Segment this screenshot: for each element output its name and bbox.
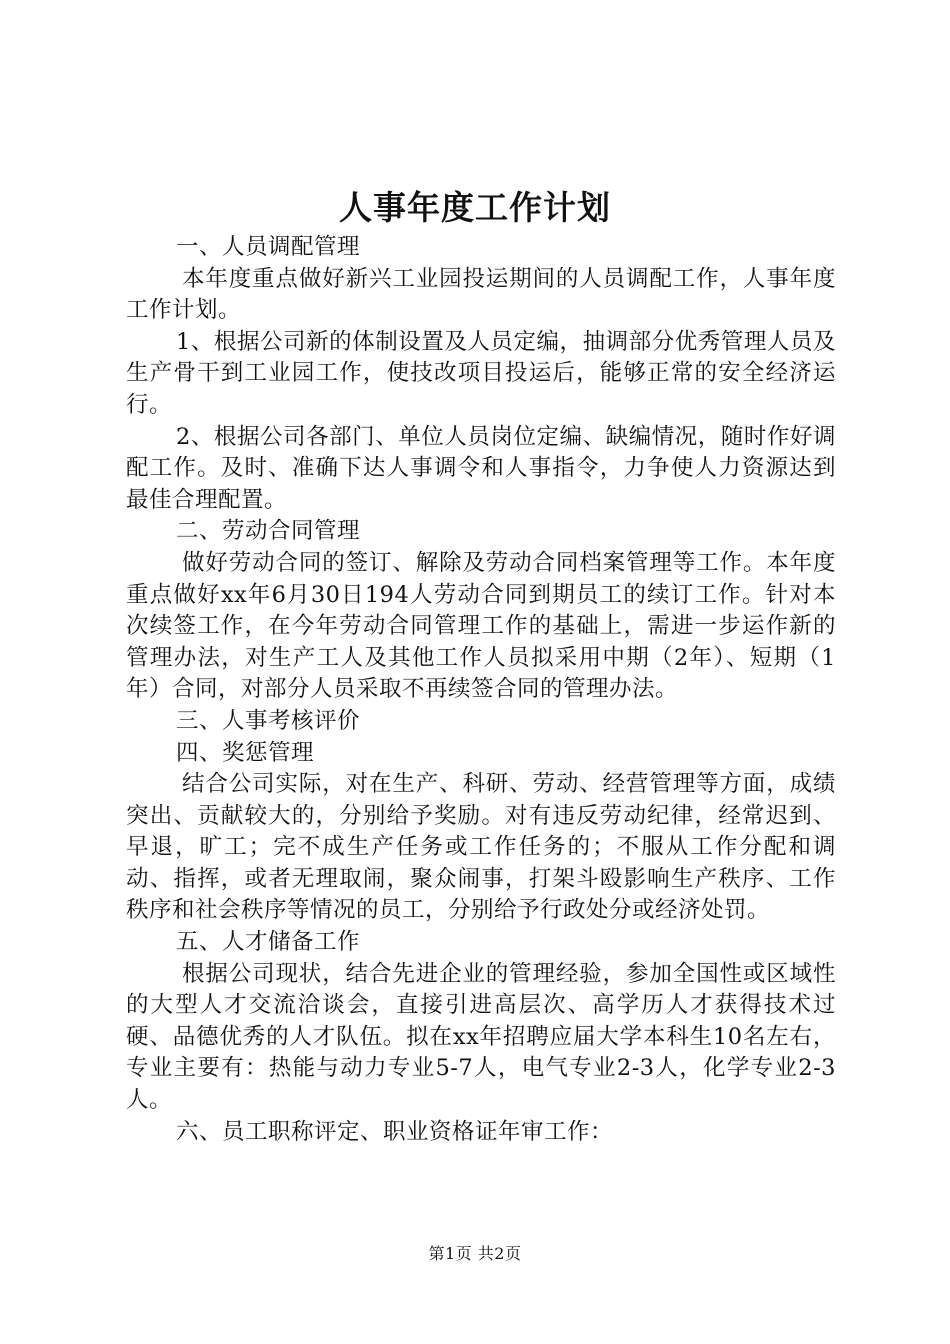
paragraph: 2、根据公司各部门、单位人员岗位定编、缺编情况，随时作好调配工作。及时、准确下达人事调令和人事指令，力争使人力资源达到最佳合理配置。 [126, 423, 836, 513]
section-heading-5: 五、人才储备工作 [176, 929, 361, 956]
paragraph: 结合公司实际，对在生产、科研、劳动、经营管理等方面，成绩突出、贡献较大的，分别给予奖励。对有违反劳动纪律，经常迟到、早退，旷工；完不成生产任务或工作任务的；不服从工作分配和调动、指挥，或者无理取闹，聚众闹事，打架斗殴影响生产秩序、工作秩序和社会秩序等情况的员工，分别给予行政处分或经济处罚。 [126, 771, 836, 924]
paragraph: 做好劳动合同的签订、解除及劳动合同档案管理等工作。本年度重点做好xx年6月30日194人劳动合同到期员工的续订工作。针对本次续签工作，在今年劳动合同管理工作的基础上，需进一步运作新的管理办法，对生产工人及其他工作人员拟采用中期（2年）、短期（1年）合同，对部分人员采取不再续签合同的管理办法。 [126, 549, 836, 703]
paragraph: 本年度重点做好新兴工业园投运期间的人员调配工作，人事年度工作计划。 [126, 265, 836, 324]
page-footer: 第1页 共2页 [428, 1244, 522, 1263]
section-heading-2: 二、劳动合同管理 [176, 518, 361, 545]
section-heading-3: 三、人事考核评价 [176, 707, 361, 734]
paragraph: 根据公司现状，结合先进企业的管理经验，参加全国性或区域性的大型人才交流洽谈会，直接引进高层次、高学历人才获得技术过硬、品德优秀的人才队伍。拟在xx年招聘应届大学本科生10名左右，专业主要有：热能与动力专业5-7人，电气专业2-3人，化学专业2-3人。 [126, 960, 836, 1114]
paragraph: 1、根据公司新的体制设置及人员定编，抽调部分优秀管理人员及生产骨干到工业园工作，使技改项目投运后，能够正常的安全经济运行。 [126, 328, 836, 418]
section-heading-6: 六、员工职称评定、职业资格证年审工作： [176, 1118, 614, 1145]
section-heading-4: 四、奖惩管理 [176, 739, 315, 766]
document-title: 人事年度工作计划 [339, 188, 611, 227]
document-body [126, 232, 836, 1148]
section-heading-1: 一、人员调配管理 [176, 234, 361, 260]
